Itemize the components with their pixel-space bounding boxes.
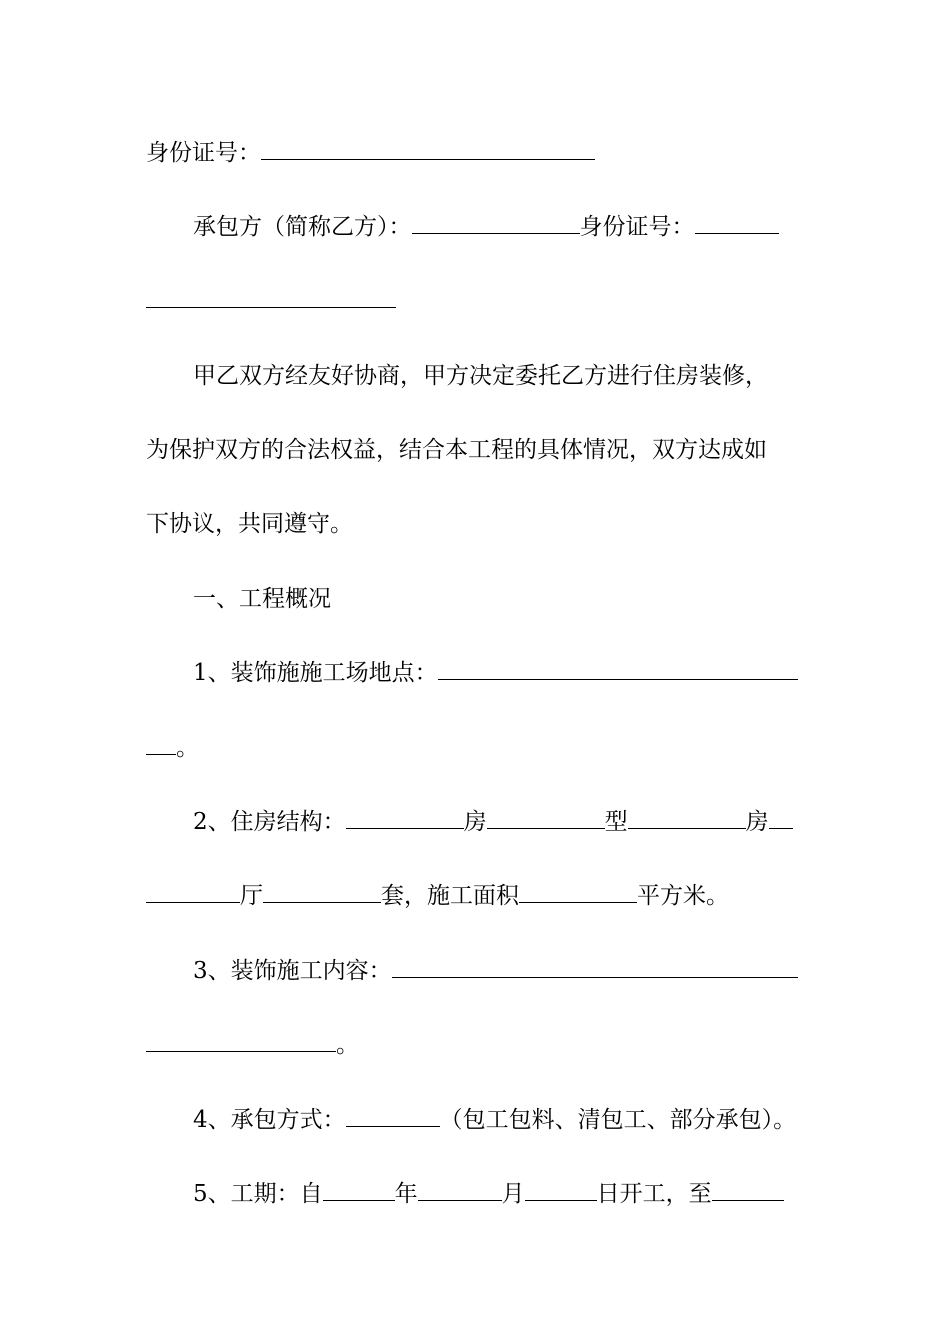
contractor-label: 承包方（简称乙方）： [193,214,412,240]
intro-paragraph-line-3 [146,509,816,539]
structure-blank-4-start[interactable] [769,808,793,829]
intro-text-3: 下协议，共同遵守。 [146,511,353,537]
id-number-line-party-a [146,138,816,168]
area-label: 套，施工面积 [381,883,519,909]
contractor-id-label: 身份证号： [579,214,695,240]
contractor-id-continuation [146,286,816,316]
item-1-site-address [193,658,863,688]
content-label: 3、装饰施工内容： [193,958,392,984]
structure-blank-5[interactable] [263,882,381,903]
content-blank[interactable] [392,957,798,978]
start-day-blank[interactable] [525,1180,597,1201]
section-heading-overview [193,584,863,614]
start-month-blank[interactable] [418,1180,502,1201]
site-address-continuation [146,733,816,763]
area-blank[interactable] [519,882,637,903]
start-to-label: 日开工，至 [596,1181,712,1207]
id-number-blank[interactable] [261,139,595,160]
period: 。 [176,735,199,761]
intro-text-1: 甲乙双方经友好协商，甲方决定委托乙方进行住房装修， [193,363,768,389]
structure-blank-1[interactable] [346,808,464,829]
contractor-line [193,212,863,242]
contract-mode-options: （包工包料、清包工、部分承包）。 [439,1107,797,1133]
structure-label: 2、住房结构： [193,809,346,835]
section-title: 一、工程概况 [193,586,331,612]
construction-content-continuation [146,1030,816,1060]
item-4-contract-mode [193,1105,863,1135]
intro-text-2: 为保护双方的合法权益，结合本工程的具体情况，双方达成如 [146,437,767,463]
site-address-label: 1、装饰施施工场地点： [193,660,438,686]
end-year-blank[interactable] [712,1180,784,1201]
item-5-schedule [193,1179,863,1209]
content-blank-end[interactable] [146,1031,336,1052]
month-unit: 月 [501,1181,525,1207]
structure-blank-4-end[interactable] [146,882,240,903]
contractor-id-blank-start[interactable] [695,213,779,234]
structure-unit-3: 房 [745,809,769,835]
year-unit: 年 [394,1181,418,1207]
period: 。 [336,1032,359,1058]
intro-paragraph-line-1 [193,361,863,391]
house-structure-continuation [146,881,816,911]
contract-mode-blank[interactable] [346,1106,440,1127]
contractor-name-blank[interactable] [412,213,580,234]
item-2-house-structure [193,807,863,837]
site-address-blank-end[interactable] [146,734,176,755]
intro-paragraph-line-2 [146,435,816,465]
structure-blank-2[interactable] [487,808,605,829]
structure-unit-2: 型 [604,809,628,835]
area-unit: 平方米。 [637,883,729,909]
structure-unit-1: 房 [463,809,487,835]
schedule-label: 5、工期：自 [193,1181,323,1207]
contractor-id-blank-end[interactable] [146,287,396,308]
id-number-label: 身份证号： [146,140,261,166]
site-address-blank[interactable] [438,659,798,680]
structure-unit-4: 厅 [240,883,263,909]
item-3-construction-content [193,956,863,986]
start-year-blank[interactable] [323,1180,395,1201]
structure-blank-3[interactable] [628,808,746,829]
contract-mode-label: 4、承包方式： [193,1107,346,1133]
